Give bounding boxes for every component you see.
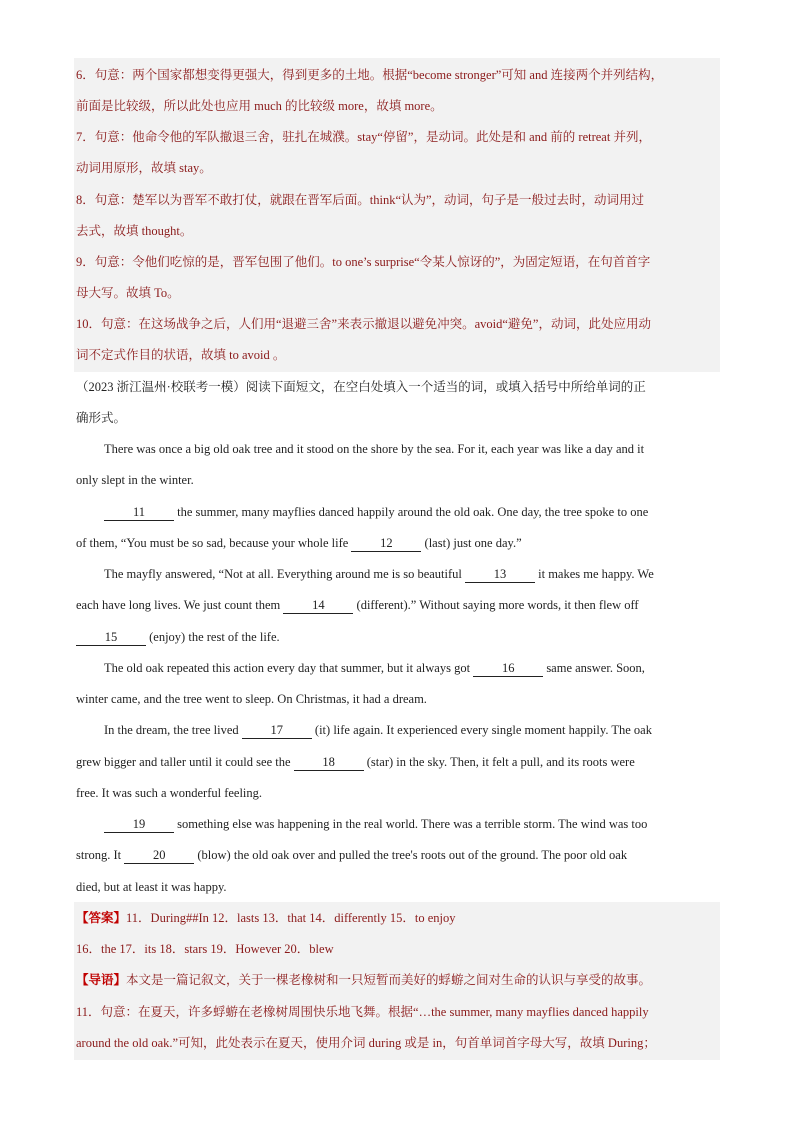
passage-line: grew bigger and taller until it could see the 18 (star) in the sky. Then, it felt a pull, and its roots were	[76, 755, 635, 769]
passage-line: each have long lives. We just count them 14 (different).” Without saying more words, it then flew off	[76, 598, 639, 612]
passage-line: 11 the summer, many mayflies danced happily around the old oak. One day, the tree spoke to one	[104, 502, 722, 522]
explanation-line: 8．句意：楚军以为晋军不敢打仗，就跟在晋军后面。think“认为”，动词，句子是一般过去时，动词用过	[76, 193, 645, 207]
passage-line: The mayfly answered, “Not at all. Everything around me is so beautiful 13 it makes me happy. We	[104, 567, 654, 581]
passage-line: There was once a big old oak tree and it stood on the shore by the sea. For it, each year was like a day and it	[104, 442, 645, 456]
explanation-line: 词不定式作目的状语，故填 to avoid 。	[76, 348, 286, 362]
explanation-line: 6．句意：两个国家都想变得更强大，得到更多的土地。根据“become stronger”可知 and 连接两个并列结构，	[76, 68, 664, 82]
blank-19[interactable]: 19	[104, 817, 174, 833]
instruction-line: 确形式。	[76, 411, 127, 425]
passage-line: winter came, and the tree went to sleep. On Christmas, it had a dream.	[76, 692, 427, 706]
answer-line: 16．the 17．its 18．stars 19．However 20．blew	[76, 942, 334, 956]
passage-line: died, but at least it was happy.	[76, 880, 227, 894]
blank-17[interactable]: 17	[242, 723, 312, 739]
passage-line: 15 (enjoy) the rest of the life.	[76, 627, 722, 647]
passage-line: In the dream, the tree lived 17 (it) life again. It experienced every single moment happily. The oak	[104, 723, 652, 737]
instruction-line: （2023 浙江温州·校联考一模）阅读下面短文，在空白处填入一个适当的词，或填入括号中所给单词的正	[76, 380, 646, 394]
guide-line: 【导语】本文是一篇记叙文，关于一棵老橡树和一只短暂而美好的蜉蝣之间对生命的认识与享受的故事。	[76, 973, 652, 987]
passage-line: of them, “You must be so sad, because your whole life 12 (last) just one day.”	[76, 536, 522, 550]
explanation-line: 母大写。故填 To。	[76, 286, 180, 300]
explanation-line: 去式，故填 thought。	[76, 224, 193, 238]
explanation-line: 动词用原形，故填 stay。	[76, 161, 212, 175]
passage-line: free. It was such a wonderful feeling.	[76, 786, 263, 800]
explanation-line: 10．句意：在这场战争之后，人们用“退避三舍”来表示撤退以避免冲突。avoid“避免”，动词，此处应用动	[76, 317, 651, 331]
blank-20[interactable]: 20	[124, 848, 194, 864]
blank-15[interactable]: 15	[76, 630, 146, 646]
passage-line: The old oak repeated this action every day that summer, but it always got 16 same answer. Soon,	[104, 661, 645, 675]
blank-12[interactable]: 12	[351, 536, 421, 552]
blank-18[interactable]: 18	[294, 755, 364, 771]
explanation-line: 9．句意：令他们吃惊的是，晋军包围了他们。to one’s surprise“令某人惊讶的”，为固定短语，在句首首字	[76, 255, 651, 269]
passage-line: 19 something else was happening in the real world. There was a terrible storm. The wind was too	[104, 814, 722, 834]
passage-line: strong. It 20 (blow) the old oak over and pulled the tree's roots out of the ground. The poor old oak	[76, 848, 628, 862]
blank-11[interactable]: 11	[104, 505, 174, 521]
explanation-line: around the old oak.”可知，此处表示在夏天，使用介词 during 或是 in，句首单词首字母大写，故填 During；	[76, 1036, 656, 1050]
guide-tag: 【导语】	[76, 973, 127, 987]
blank-16[interactable]: 16	[473, 661, 543, 677]
explanation-line: 11．句意：在夏天，许多蜉蝣在老橡树周围快乐地飞舞。根据“…the summer, many mayflies danced happily	[76, 1005, 649, 1019]
answer-tag: 【答案】	[76, 911, 127, 925]
answer-line: 【答案】11．During##In 12．lasts 13．that 14．differently 15．to enjoy	[76, 911, 456, 925]
explanation-line: 7．句意：他命令他的军队撤退三舍，驻扎在城濮。stay“停留”，是动词。此处是和 and 前的 retreat 并列，	[76, 130, 651, 144]
blank-14[interactable]: 14	[283, 598, 353, 614]
passage-line: only slept in the winter.	[76, 473, 194, 487]
blank-13[interactable]: 13	[465, 567, 535, 583]
explanation-line: 前面是比较级，所以此处也应用 much 的比较级 more，故填 more。	[76, 99, 443, 113]
